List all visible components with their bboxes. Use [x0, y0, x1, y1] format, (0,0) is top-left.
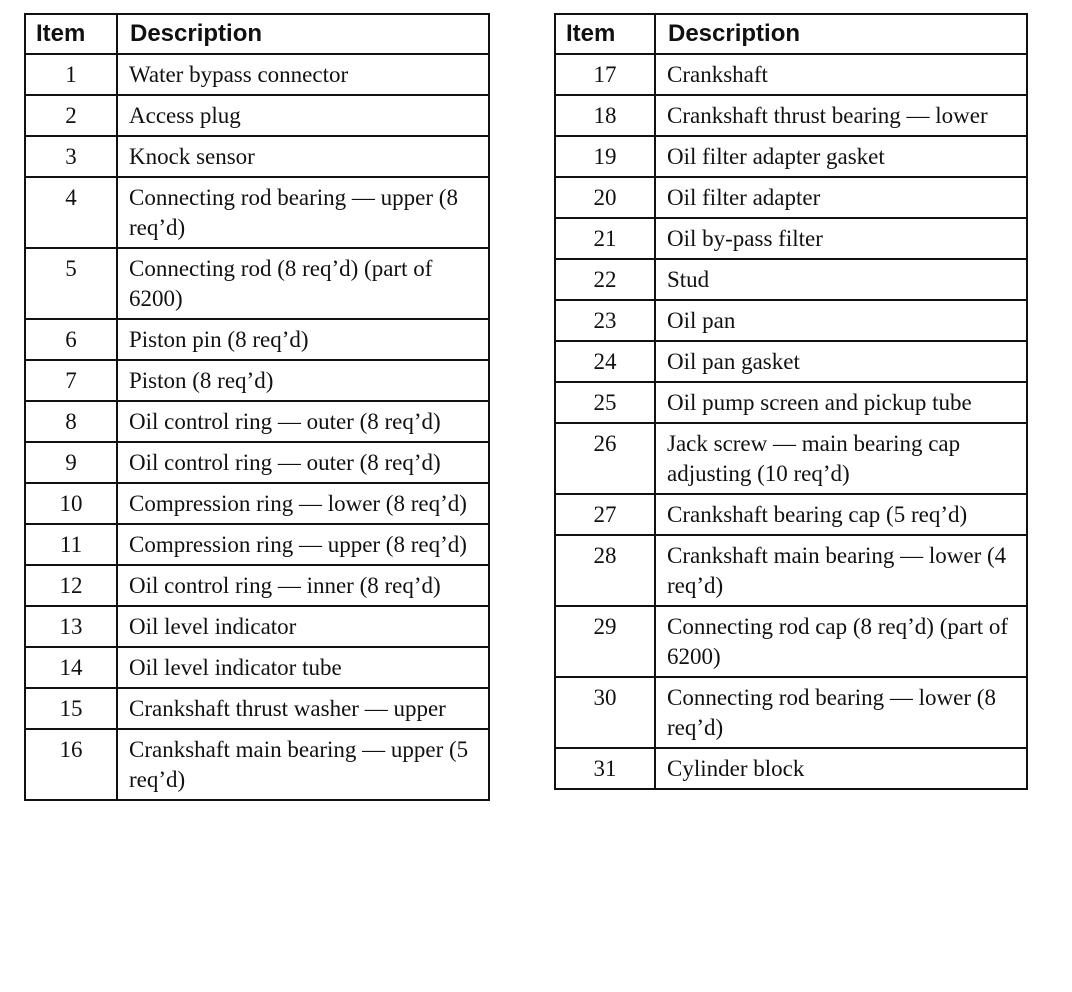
- item-number: 10: [25, 483, 117, 524]
- item-description: Compression ring — upper (8 req’d): [117, 524, 489, 565]
- table-row: [555, 177, 1027, 218]
- item-number: 3: [25, 136, 117, 177]
- table-row: [555, 748, 1027, 789]
- table-row: [555, 423, 1027, 494]
- item-number: 19: [555, 136, 655, 177]
- item-number: 24: [555, 341, 655, 382]
- item-number: 17: [555, 54, 655, 95]
- item-description: Connecting rod cap (8 req’d) (part of 6200): [655, 606, 1027, 677]
- item-number: 28: [555, 535, 655, 606]
- item-description: Water bypass connector: [117, 54, 489, 95]
- item-description: Oil pan gasket: [655, 341, 1027, 382]
- item-number: 8: [25, 401, 117, 442]
- item-number: 29: [555, 606, 655, 677]
- table-row: [25, 524, 489, 565]
- table-row: [25, 360, 489, 401]
- item-number: 1: [25, 54, 117, 95]
- item-number: 7: [25, 360, 117, 401]
- table-row: [555, 606, 1027, 677]
- item-description: Connecting rod (8 req’d) (part of 6200): [117, 248, 489, 319]
- table-row: [555, 535, 1027, 606]
- item-number: 31: [555, 748, 655, 789]
- item-description: Crankshaft bearing cap (5 req’d): [655, 494, 1027, 535]
- item-number: 9: [25, 442, 117, 483]
- table-row: [555, 136, 1027, 177]
- table-row: [555, 677, 1027, 748]
- item-number: 22: [555, 259, 655, 300]
- table-row: [555, 259, 1027, 300]
- item-description: Piston (8 req’d): [117, 360, 489, 401]
- description-column-header: Description: [655, 14, 1027, 54]
- item-description: Crankshaft main bearing — upper (5 req’d): [117, 729, 489, 800]
- item-number: 2: [25, 95, 117, 136]
- item-description: Crankshaft thrust bearing — lower: [655, 95, 1027, 136]
- table-row: [25, 177, 489, 248]
- table-row: [25, 319, 489, 360]
- item-number: 5: [25, 248, 117, 319]
- item-number: 11: [25, 524, 117, 565]
- item-number: 23: [555, 300, 655, 341]
- table-row: [555, 341, 1027, 382]
- item-number: 26: [555, 423, 655, 494]
- item-number: 25: [555, 382, 655, 423]
- item-description: Connecting rod bearing — upper (8 req’d): [117, 177, 489, 248]
- parts-table-left: [24, 13, 490, 801]
- table-row: [555, 494, 1027, 535]
- table-row: [25, 647, 489, 688]
- item-description: Piston pin (8 req’d): [117, 319, 489, 360]
- table-row: [25, 248, 489, 319]
- item-description: Oil by-pass filter: [655, 218, 1027, 259]
- table-row: [555, 218, 1027, 259]
- table-row: [25, 729, 489, 800]
- item-description: Stud: [655, 259, 1027, 300]
- item-number: 30: [555, 677, 655, 748]
- item-number: 6: [25, 319, 117, 360]
- item-description: Oil level indicator: [117, 606, 489, 647]
- item-description: Crankshaft: [655, 54, 1027, 95]
- table-row: [25, 54, 489, 95]
- table-row: [555, 382, 1027, 423]
- table-row: [25, 401, 489, 442]
- item-number: 4: [25, 177, 117, 248]
- item-number: 27: [555, 494, 655, 535]
- table-row: [25, 442, 489, 483]
- item-description: Cylinder block: [655, 748, 1027, 789]
- parts-table-right: [554, 13, 1028, 790]
- item-description: Connecting rod bearing — lower (8 req’d): [655, 677, 1027, 748]
- item-number: 12: [25, 565, 117, 606]
- item-description: Oil level indicator tube: [117, 647, 489, 688]
- item-description: Oil pan: [655, 300, 1027, 341]
- table-row: [25, 565, 489, 606]
- item-description: Access plug: [117, 95, 489, 136]
- item-description: Crankshaft thrust washer — upper: [117, 688, 489, 729]
- parts-table-body: [555, 54, 1027, 789]
- parts-table-body: [25, 54, 489, 800]
- item-description: Oil pump screen and pickup tube: [655, 382, 1027, 423]
- table-row: [25, 136, 489, 177]
- item-description: Oil filter adapter gasket: [655, 136, 1027, 177]
- table-row: [555, 300, 1027, 341]
- table-row: [555, 54, 1027, 95]
- table-row: [25, 606, 489, 647]
- item-description: Oil control ring — inner (8 req’d): [117, 565, 489, 606]
- item-number: 21: [555, 218, 655, 259]
- item-description: Crankshaft main bearing — lower (4 req’d): [655, 535, 1027, 606]
- item-column-header: Item: [555, 14, 655, 54]
- header-row: [555, 14, 1027, 54]
- table-row: [555, 95, 1027, 136]
- description-column-header: Description: [117, 14, 489, 54]
- item-description: Oil filter adapter: [655, 177, 1027, 218]
- item-description: Oil control ring — outer (8 req’d): [117, 401, 489, 442]
- item-number: 14: [25, 647, 117, 688]
- item-number: 18: [555, 95, 655, 136]
- table-row: [25, 483, 489, 524]
- item-description: Oil control ring — outer (8 req’d): [117, 442, 489, 483]
- item-number: 16: [25, 729, 117, 800]
- table-row: [25, 688, 489, 729]
- item-description: Jack screw — main bearing cap adjusting (10 req’d): [655, 423, 1027, 494]
- item-number: 15: [25, 688, 117, 729]
- item-number: 13: [25, 606, 117, 647]
- item-description: Compression ring — lower (8 req’d): [117, 483, 489, 524]
- header-row: [25, 14, 489, 54]
- item-number: 20: [555, 177, 655, 218]
- item-description: Knock sensor: [117, 136, 489, 177]
- item-column-header: Item: [25, 14, 117, 54]
- table-row: [25, 95, 489, 136]
